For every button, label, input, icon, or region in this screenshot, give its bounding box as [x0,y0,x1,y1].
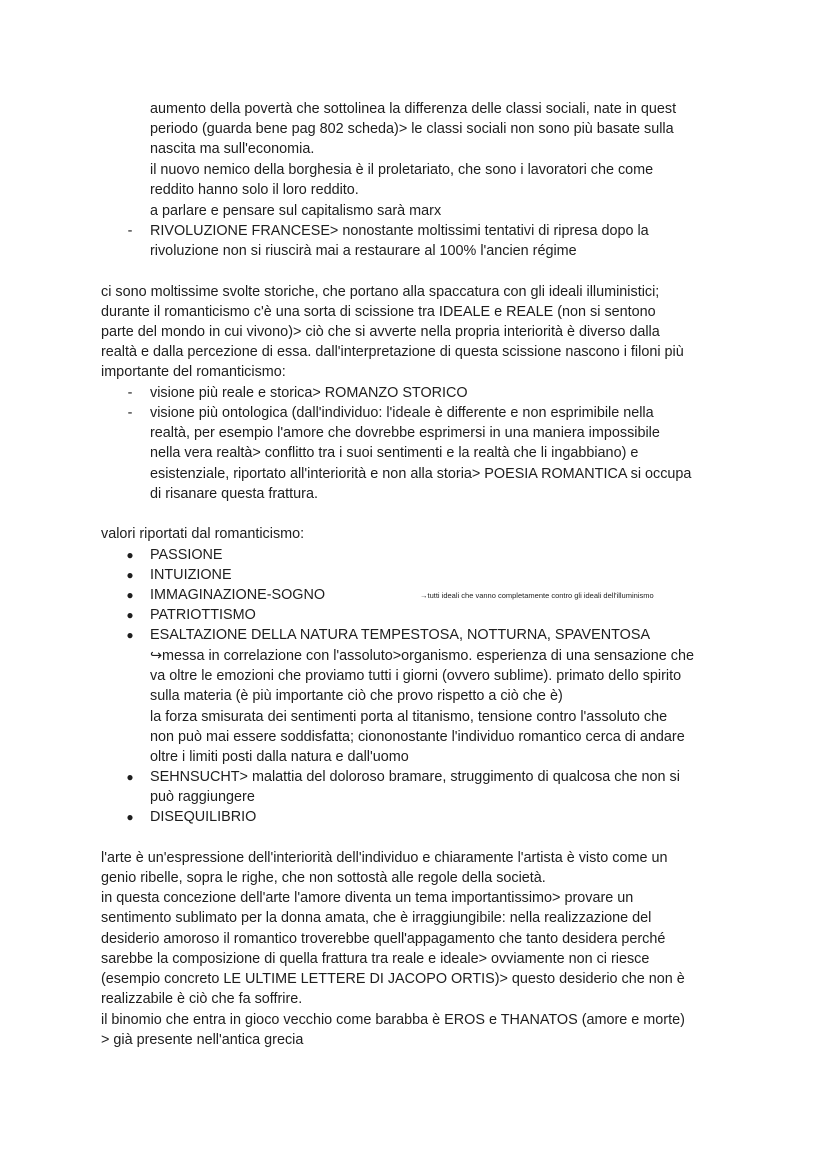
list-item-line: visione più reale e storica> ROMANZO STORICO [150,385,468,401]
paragraph-line: durante il romanticismo c'è una sorta di scissione tra IDEALE e REALE (non si sentono [101,304,656,320]
list-item-line: rivoluzione non si riuscirà mai a restaurare al 100% l'ancien régime [150,243,577,259]
paragraph-line: in questa concezione dell'arte l'amore diventa un tema importantissimo> provare un [101,890,634,906]
paragraph-line: ci sono moltissime svolte storiche, che portano alla spaccatura con gli ideali illuministici; [101,284,660,300]
dot-bullet: ● [126,770,134,784]
paragraph-line: sentimento sublimato per la donna amata, che è irraggiungibile: nella realizzazione del [101,910,652,926]
dot-bullet: ● [126,810,134,824]
dot-bullet: ● [126,548,134,562]
paragraph-line: importante del romanticismo: [101,364,286,380]
list-item: PASSIONE [150,547,223,563]
paragraph-line: > già presente nell'antica grecia [101,1032,304,1048]
list-item-line: di risanare questa frattura. [150,486,318,502]
list-item-line: visione più ontologica (dall'individuo: l'ideale è differente e non esprimibile nella [150,405,654,421]
dash-bullet: - [127,223,133,239]
side-note: →tutti ideali che vanno completamente contro gli ideali dell'illuminismo [420,591,654,600]
list-item: ESALTAZIONE DELLA NATURA TEMPESTOSA, NOTTURNA, SPAVENTOSA [150,627,651,643]
list-item-detail: la forza smisurata dei sentimenti porta al titanismo, tensione contro l'assoluto che [150,709,668,725]
dot-bullet: ● [126,568,134,582]
list-item-line: RIVOLUZIONE FRANCESE> nonostante moltissimi tentativi di ripresa dopo la [150,223,649,239]
list-item-detail: sulla materia (è più importante ciò che provo rispetto a ciò che è) [150,688,563,704]
dash-bullet: - [127,405,133,421]
list-item: SEHNSUCHT> malattia del doloroso bramare, struggimento di qualcosa che non si [150,769,680,785]
list-item: può raggiungere [150,789,255,805]
list-item-line: nella vera realtà> conflitto tra i suoi sentimenti e la realtà che li ingabbiano) e [150,445,639,461]
paragraph-line: desiderio amoroso il romantico troverebbe quell'appagamento che tanto desidera perché [101,931,666,947]
intro-line: aumento della povertà che sottolinea la differenza delle classi sociali, nate in quest [150,101,677,117]
paragraph-line: (esempio concreto LE ULTIME LETTERE DI JACOPO ORTIS)> questo desiderio che non è [101,971,685,987]
paragraph-line: sarebbe la composizione di quella frattura tra reale e ideale> ovviamente non ci riesce [101,951,650,967]
list-item: DISEQUILIBRIO [150,809,257,825]
dot-bullet: ● [126,608,134,622]
paragraph-line: realtà e dalla percezione di essa. dall'interpretazione di questa scissione nascono i filoni più [101,344,684,360]
paragraph-line: realizzabile è ciò che fa soffrire. [101,991,303,1007]
list-item: PATRIOTTISMO [150,607,256,623]
list-item: IMMAGINAZIONE-SOGNO [150,587,326,603]
list-item: INTUIZIONE [150,567,232,583]
list-item-line: realtà, per esempio l'amore che dovrebbe esprimersi in una maniera impossibile [150,425,660,441]
paragraph-line: parte del mondo in cui vivono)> ciò che si avverte nella propria interiorità è diverso dalla [101,324,660,340]
intro-line: reddito hanno solo il loro reddito. [150,182,359,198]
section-heading: valori riportati dal romanticismo: [101,526,305,542]
dash-bullet: - [127,385,133,401]
dot-bullet: ● [126,588,134,602]
list-item-detail: va oltre le emozioni che proviamo tutti i giorni (ovvero sublime). primato dello spirito [150,668,682,684]
paragraph-line: genio ribelle, sopra le righe, che non sottostà alle regole della società. [101,870,546,886]
intro-line: nascita ma sull'economia. [150,141,315,157]
list-item-detail: non può mai essere soddisfatta; ciononostante l'individuo romantico cerca di andare [150,729,685,745]
paragraph-line: l'arte è un'espressione dell'interiorità dell'individuo e chiaramente l'artista è visto come un [101,850,668,866]
intro-line: il nuovo nemico della borghesia è il proletariato, che sono i lavoratori che come [150,162,654,178]
dot-bullet: ● [126,628,134,642]
list-item-detail: ↪messa in correlazione con l'assoluto>organismo. esperienza di una sensazione che [150,648,694,664]
list-item-line: esistenziale, riportato all'interiorità e non alla storia> POESIA ROMANTICA si occupa [150,466,692,482]
intro-line: a parlare e pensare sul capitalismo sarà marx [150,203,442,219]
list-item-detail: oltre i limiti posti dalla natura e dall'uomo [150,749,409,765]
paragraph-line: il binomio che entra in gioco vecchio come barabba è EROS e THANATOS (amore e morte) [101,1012,685,1028]
intro-line: periodo (guarda bene pag 802 scheda)> le classi sociali non sono più basate sulla [150,121,674,137]
